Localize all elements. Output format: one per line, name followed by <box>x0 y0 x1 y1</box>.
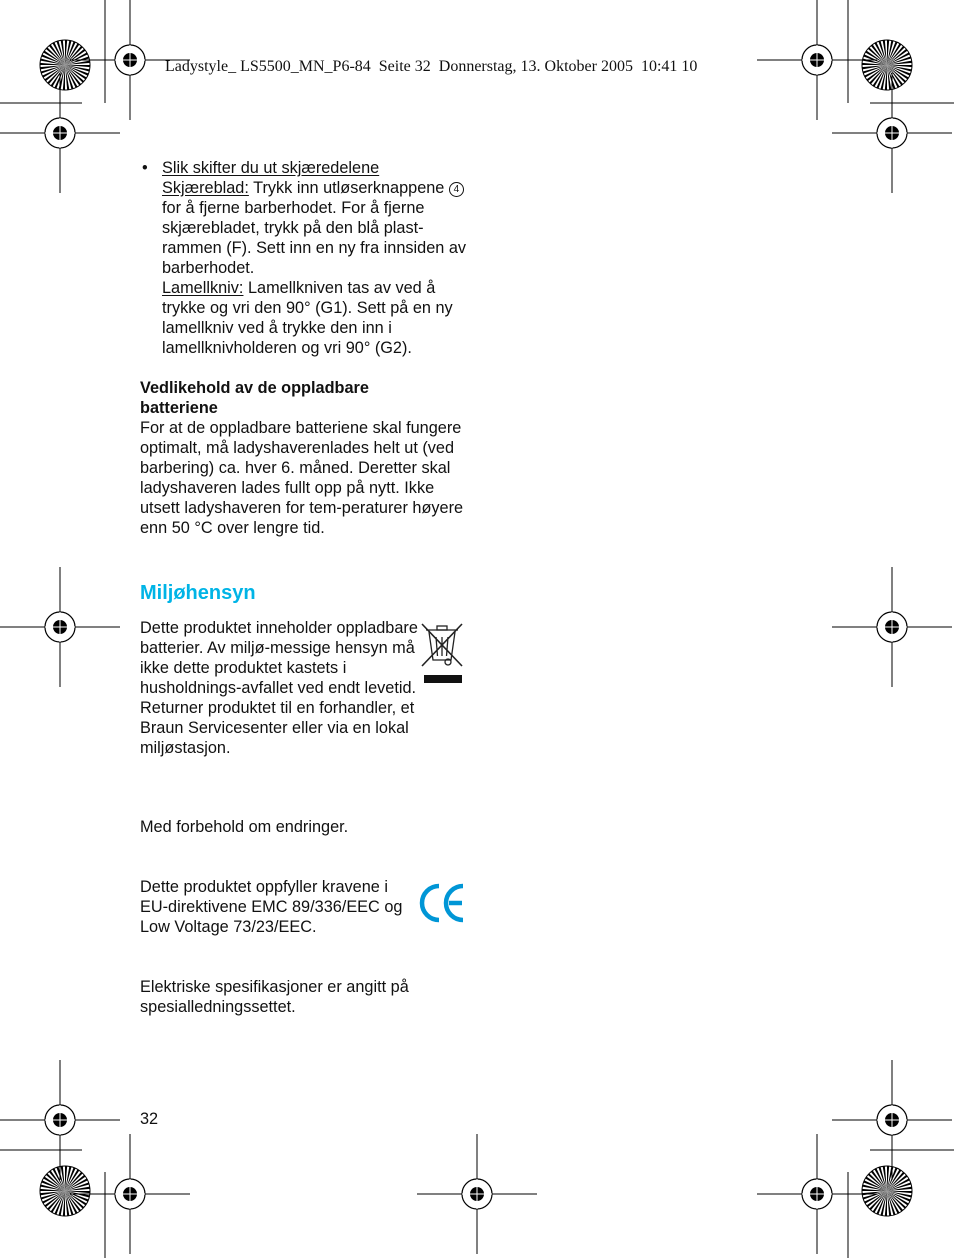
print-header: Ladystyle_ LS5500_MN_P6-84 Seite 32 Donnerstag, 13. Oktober 2005 10:41 10 <box>165 58 698 75</box>
ce-compliance-text: Dette produktet oppfyller kravene i EU-direktivene EMC 89/336/EEC og Low Voltage 73/23/EEC. <box>140 878 403 936</box>
ce-mark-icon <box>418 882 468 924</box>
bullet-mark: • <box>142 159 148 177</box>
replace-parts-bullet <box>140 158 470 358</box>
battery-text: For at de oppladbare batteriene skal fungere optimalt, må ladyshaverenlades helt ut (ved barbering) ca. hver 6. måned. Deretter skal ladyshaveren lades fullt opp på nytt. Ikke utsett ladyshaveren for tem-peraturer høyere enn 50 °C over lengre tid. <box>140 419 464 537</box>
foil-text-2: for å fjerne barberhodet. For å fjerne skjærebladet, trykk på den blå plast-rammen (F). Sett inn en ny fra innsiden av barberhodet. <box>162 199 467 277</box>
page-number: 32 <box>140 1110 159 1128</box>
starburst-target <box>862 40 912 90</box>
environment-text: Dette produktet inneholder oppladbare batterier. Av miljø-messige hensyn må ikke dette produktet kastets i husholdnings-avfallet ved endt levetid. Returner produktet til en forhandler, et Braun Servicesenter eller via en lokal miljøstasjon. <box>140 619 418 757</box>
battery-heading: Vedlikehold av de oppladbare batteriene <box>140 379 369 417</box>
crossed-out-wheelie-bin-icon <box>418 620 466 686</box>
starburst-target <box>862 1166 912 1216</box>
notice-text: Med forbehold om endringer. <box>140 818 349 836</box>
starburst-target <box>40 1166 90 1216</box>
foil-label: Skjæreblad: <box>162 179 249 197</box>
environment-heading: Miljøhensyn <box>140 582 256 604</box>
content-column <box>140 158 470 538</box>
specifications-text: Elektriske spesifikasjoner er angitt på spesialledningssettet. <box>140 978 409 1016</box>
circled-number: 4 <box>449 182 464 197</box>
starburst-target <box>40 40 90 90</box>
bullet-title: Slik skifter du ut skjæredelene <box>162 159 380 177</box>
cutter-text: Lamellkniven tas av ved å trykke og vri den 90° (G1). Sett på en ny lamellkniv ved å trykke den inn i lamellknivholderen og vri 90° (G2). <box>162 279 453 357</box>
cutter-label: Lamellkniv: <box>162 279 244 297</box>
foil-text-1: Trykk inn utløserknappene <box>248 179 445 197</box>
